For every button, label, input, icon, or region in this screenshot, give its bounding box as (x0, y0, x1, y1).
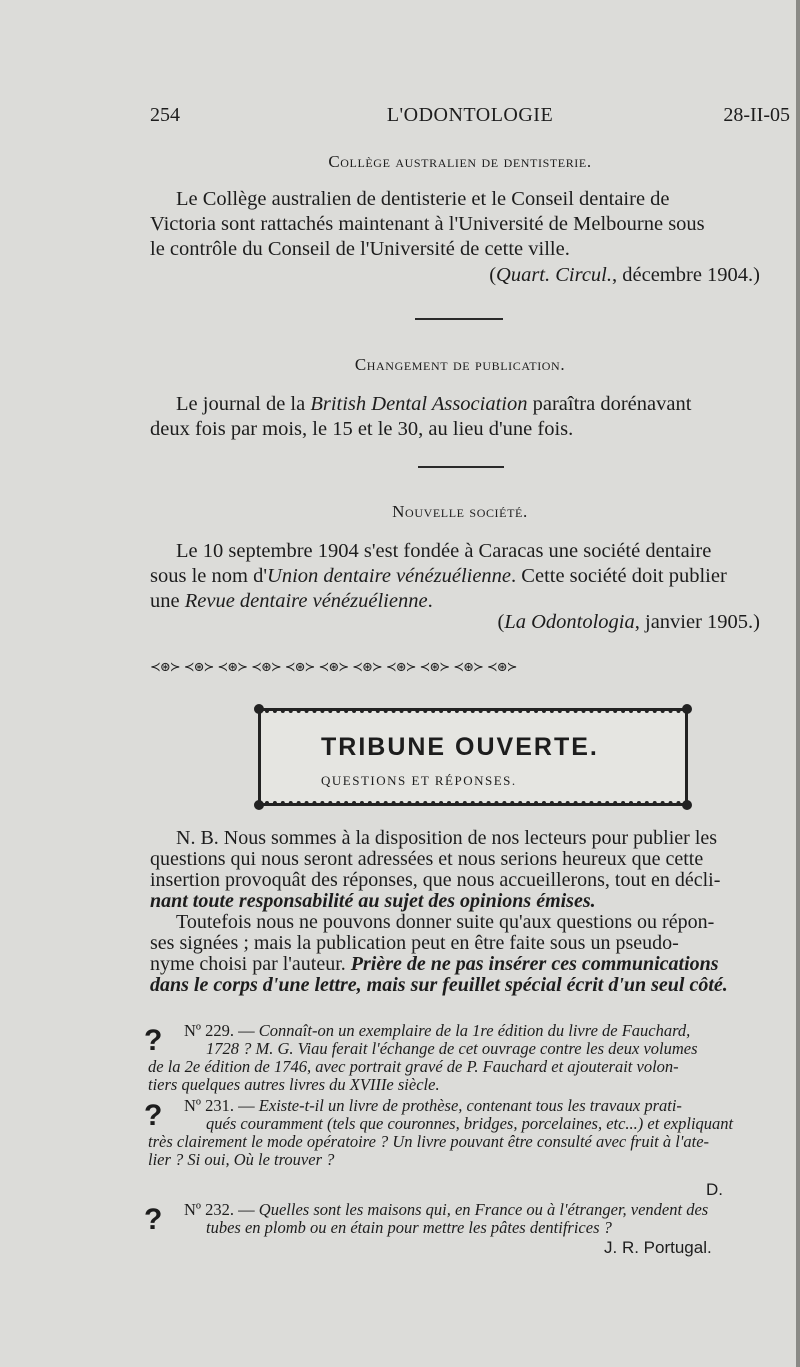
text-line (150, 392, 760, 417)
ornament-glyph-icon: ≺⊛≻ (284, 659, 315, 674)
tribune-title: TRIBUNE OUVERTE. (321, 733, 599, 761)
section-divider (418, 466, 504, 468)
text-fragment: nyme choisi par l'auteur. (150, 953, 351, 975)
text-line: tiers quelques autres livres du XVIIIe siècle. (148, 1075, 440, 1094)
signature-jr-portugal: J. R. Portugal. (604, 1238, 712, 1257)
ornament-glyph-icon: ≺⊛≻ (217, 659, 248, 674)
corner-dot-icon (254, 704, 264, 714)
corner-dot-icon (682, 704, 692, 714)
ornament-glyph-icon: ≺⊛≻ (318, 659, 349, 674)
ornament-glyph-icon: ≺⊛≻ (453, 659, 483, 674)
text-line: nant toute responsabilité au sujet des opinions émises. (150, 890, 596, 912)
society-name: Union dentaire vénézuélienne (267, 565, 512, 587)
question-number: Nº 231. — (184, 1096, 259, 1115)
text-line: le contrôle du Conseil de l'Université de cette ville. (150, 238, 570, 260)
text-line (148, 1022, 768, 1040)
text-line: insertion provoquât des réponses, que nous accueillerons, tout en décli- (150, 869, 721, 891)
text-line: questions qui nous seront adressées et nous serions heureux que cette (150, 848, 704, 870)
text-line: dans le corps d'une lettre, mais sur feuillet spécial écrit d'un seul côté. (150, 974, 728, 996)
text-line (150, 954, 760, 975)
question-231 (144, 1096, 768, 1169)
running-head (150, 104, 790, 130)
text-line (148, 1097, 768, 1115)
text-line: de la 2e édition de 1746, avec portrait gravé de P. Fauchard et ajouterait volon- (148, 1057, 679, 1076)
text-line: 1728 ? M. G. Viau ferait l'échange de cet ouvrage contre les deux volumes (206, 1039, 698, 1058)
corner-dot-icon (682, 800, 692, 810)
section-title-college (150, 152, 770, 172)
text-line: Toutefois nous ne pouvons donner suite qu'aux questions ou répon- (176, 911, 715, 933)
citation-quart-circul: (Quart. Circul., décembre 1904.) (489, 264, 760, 286)
citation-journal: La Odontologia (504, 611, 635, 633)
journal-name: British Dental Association (310, 393, 528, 415)
nb-notice (150, 828, 760, 996)
section-title-text: Collège australien de dentisterie. (328, 152, 592, 171)
text-line: très clairement le mode opératoire ? Un livre pouvant être consulté avec fruit à l'ate- (148, 1132, 710, 1151)
question-number: Nº 232. — (184, 1200, 259, 1219)
section-title-text: Changement de publication. (354, 355, 566, 374)
question-number: Nº 229. — (184, 1021, 259, 1040)
question-mark-icon: ? (144, 1203, 163, 1236)
text-line: tubes en plomb ou en étain pour mettre les pâtes dentifrices ? (206, 1218, 612, 1237)
text-line: lier ? Si oui, Où le trouver ? (148, 1150, 335, 1169)
text-fragment: . Cette société doit publier (511, 565, 727, 587)
paragraph-nouvelle (150, 539, 760, 614)
ornament-glyph-icon: ≺⊛≻ (251, 659, 281, 674)
question-229 (144, 1021, 768, 1094)
ornament-glyph-icon: ≺⊛≻ (486, 659, 517, 674)
citation-date: , janvier 1905. (634, 611, 754, 633)
text-line (150, 564, 760, 589)
text-line: deux fois par mois, le 15 et le 30, au lieu d'une fois. (150, 418, 574, 440)
section-title-nouvelle (150, 502, 770, 522)
ornament-glyph-icon: ≺⊛≻ (419, 659, 450, 674)
citation-journal: Quart. Circul. (496, 264, 612, 286)
citation-date: , décembre 1904. (612, 264, 754, 286)
tribune-ouverte-box (258, 708, 688, 806)
ornamental-band (150, 658, 784, 674)
text-line: N. B. Nous sommes à la disposition de nos lecteurs pour publier les (176, 827, 718, 849)
page-number: 254 (150, 104, 180, 126)
section-title-text: Nouvelle société. (392, 502, 528, 521)
page-edge-shadow (796, 0, 800, 1367)
issue-date: 28-II-05 (723, 104, 790, 126)
text-fragment: . (427, 590, 433, 612)
section-title-changement (150, 355, 770, 375)
tribune-subtitle: QUESTIONS ET RÉPONSES. (321, 773, 517, 788)
paragraph-college (150, 187, 760, 262)
text-line: Le 10 septembre 1904 s'est fondée à Caracas une société dentaire (176, 540, 712, 562)
text-line (148, 1201, 768, 1219)
text-line: Le Collège australien de dentisterie et le Conseil dentaire de (176, 188, 670, 210)
ornament-glyph-icon: ≺⊛≻ (150, 659, 180, 674)
ornament-glyph-icon: ≺⊛≻ (183, 659, 214, 674)
question-232 (144, 1200, 768, 1237)
text-fragment: Quelles sont les maisons qui, en France ou à l'étranger, vendent des (258, 1200, 709, 1219)
question-mark-icon: ? (144, 1024, 163, 1057)
citation-la-odontologia: (La Odontologia, janvier 1905.) (497, 611, 760, 633)
ornament-glyph-icon: ≺⊛≻ (385, 659, 416, 674)
question-mark-icon: ? (144, 1099, 163, 1132)
ornament-glyph-icon: ≺⊛≻ (352, 659, 382, 674)
text-fragment: Le journal de la (176, 393, 311, 415)
text-fragment: Existe-t-il un livre de prothèse, contenant tous les travaux prati- (258, 1096, 682, 1115)
text-line: qués couramment (tels que couronnes, bridges, porcelaines, etc...) et expliquant (206, 1114, 734, 1133)
paragraph-changement (150, 392, 760, 442)
text-fragment: paraîtra dorénavant (527, 393, 692, 415)
text-fragment: une (150, 590, 185, 612)
text-line: ses signées ; mais la publication peut en être faite sous un pseudo- (150, 932, 679, 954)
text-fragment: Connaît-on un exemplaire de la 1re édition du livre de Fauchard, (258, 1021, 691, 1040)
signature-d: D. (706, 1180, 723, 1199)
corner-dot-icon (254, 800, 264, 810)
section-divider (415, 318, 503, 320)
text-line: Victoria sont rattachés maintenant à l'Université de Melbourne sous (150, 213, 705, 235)
text-fragment: sous le nom d' (150, 565, 268, 587)
review-name: Revue dentaire vénézuélienne (184, 590, 428, 612)
journal-title: L'ODONTOLOGIE (386, 104, 554, 126)
text-fragment: Prière de ne pas insérer ces communications (350, 953, 719, 975)
